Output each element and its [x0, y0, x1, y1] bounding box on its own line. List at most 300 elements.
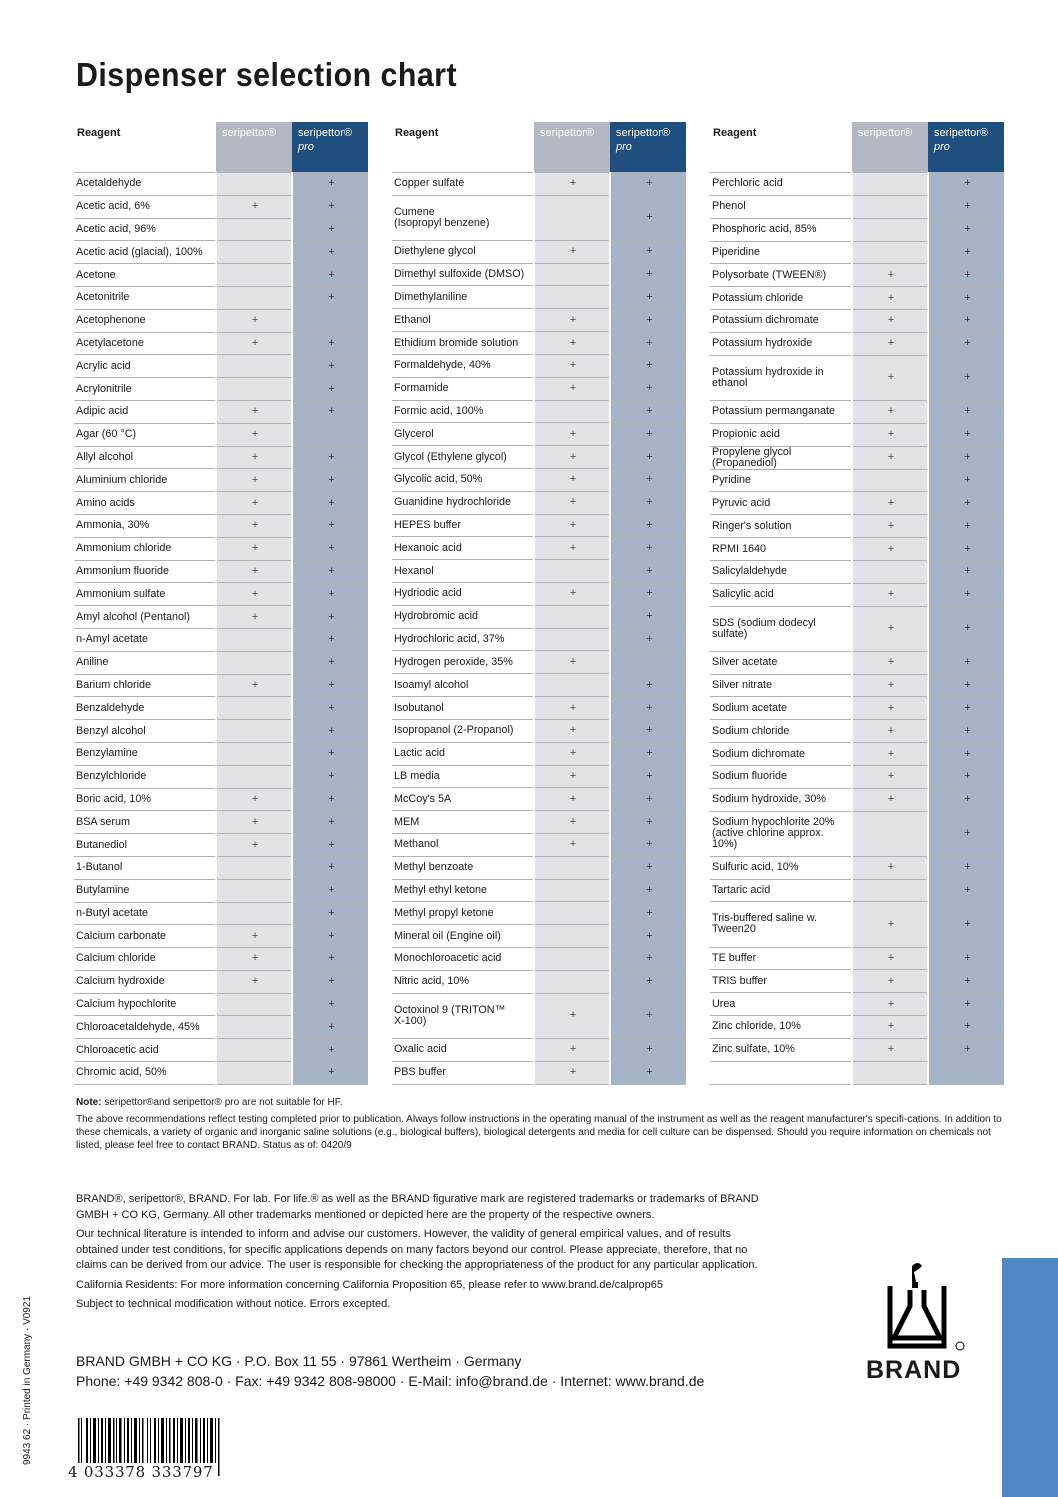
seripettor-mark: [216, 856, 292, 879]
seripettor-pro-mark: +: [928, 195, 1004, 218]
reagent-name: Salicylic acid: [710, 583, 852, 606]
table-row: [392, 879, 686, 902]
reagent-name: Acetic acid, 96%: [74, 218, 216, 241]
reagent-name: Acetonitrile: [74, 286, 216, 309]
table-row: [392, 1038, 686, 1061]
seripettor-pro-mark: +: [928, 560, 1004, 583]
table-row: [710, 765, 1004, 788]
table-row: [74, 697, 368, 720]
table-row: [74, 674, 368, 697]
seripettor-pro-mark: +: [610, 856, 686, 879]
seripettor-mark: +: [216, 606, 292, 629]
seripettor-pro-mark: +: [292, 469, 368, 492]
seripettor-mark: [852, 241, 928, 264]
table-row: [392, 697, 686, 720]
table-row: [74, 788, 368, 811]
reagent-name: Ringer's solution: [710, 515, 852, 538]
seripettor-mark: +: [534, 719, 610, 742]
reagent-name: BSA serum: [74, 811, 216, 834]
reagent-name: Methyl ethyl ketone: [392, 879, 534, 902]
table-row: [74, 446, 368, 469]
seripettor-mark: +: [534, 583, 610, 606]
seripettor-pro-mark: +: [928, 879, 1004, 902]
table-row: [710, 879, 1004, 902]
header-reagent: Reagent: [74, 122, 216, 173]
seripettor-mark: [852, 811, 928, 856]
reagent-name: Acrylic acid: [74, 355, 216, 378]
seripettor-mark: +: [216, 446, 292, 469]
reagent-name: TE buffer: [710, 947, 852, 970]
table-row: [710, 970, 1004, 993]
reagent-name: Salicylaldehyde: [710, 560, 852, 583]
reagent-name: Zinc chloride, 10%: [710, 1016, 852, 1039]
reagent-name: Agar (60 °C): [74, 423, 216, 446]
seripettor-mark: +: [852, 515, 928, 538]
table-row: [74, 1039, 368, 1062]
seripettor-mark: [216, 355, 292, 378]
seripettor-mark: +: [216, 970, 292, 993]
reagent-name: Chromic acid, 50%: [74, 1062, 216, 1085]
reagent-name: Hydrochloric acid, 37%: [392, 628, 534, 651]
seripettor-mark: +: [216, 583, 292, 606]
seripettor-pro-mark: +: [610, 833, 686, 856]
seripettor-mark: +: [852, 287, 928, 310]
header-reagent: Reagent: [710, 122, 852, 173]
table-row: [710, 218, 1004, 241]
table-row: [74, 628, 368, 651]
reagent-name: Phenol: [710, 195, 852, 218]
table-row: [74, 241, 368, 264]
reagent-name: Adipic acid: [74, 400, 216, 423]
reagent-name: Calcium chloride: [74, 948, 216, 971]
reagent-name: Sodium chloride: [710, 720, 852, 743]
seripettor-mark: +: [534, 651, 610, 674]
seripettor-mark: +: [216, 332, 292, 355]
reagent-name: Lactic acid: [392, 742, 534, 765]
seripettor-pro-mark: +: [610, 879, 686, 902]
seripettor-mark: [216, 1016, 292, 1039]
seripettor-pro-mark: +: [928, 993, 1004, 1016]
reagent-name: Acetic acid, 6%: [74, 195, 216, 218]
reagent-name: PBS buffer: [392, 1061, 534, 1084]
header-seripettor-pro: seripettor® pro: [610, 122, 686, 173]
reagent-name: Ammonium chloride: [74, 537, 216, 560]
table-row: [710, 674, 1004, 697]
reagent-name: Calcium carbonate: [74, 925, 216, 948]
table-row: [74, 537, 368, 560]
seripettor-mark: +: [852, 674, 928, 697]
seripettor-mark: [852, 560, 928, 583]
seripettor-pro-mark: +: [928, 400, 1004, 423]
table-row: [74, 606, 368, 629]
seripettor-pro-mark: +: [610, 902, 686, 925]
table-row: [74, 1016, 368, 1039]
reagent-name: Octoxinol 9 (TRITON™ X-100): [392, 993, 534, 1038]
seripettor-pro-mark: +: [928, 902, 1004, 947]
reagent-name: Chloroacetic acid: [74, 1039, 216, 1062]
seripettor-pro-mark: [292, 423, 368, 446]
reagent-name: Sodium acetate: [710, 697, 852, 720]
seripettor-mark: +: [852, 355, 928, 400]
table-row: [710, 195, 1004, 218]
seripettor-pro-mark: +: [610, 491, 686, 514]
seripettor-pro-mark: +: [292, 765, 368, 788]
reagent-name: Glycolic acid, 50%: [392, 468, 534, 491]
seripettor-pro-mark: +: [292, 788, 368, 811]
seripettor-mark: +: [534, 468, 610, 491]
table-row: [710, 560, 1004, 583]
seripettor-pro-mark: +: [610, 628, 686, 651]
seripettor-mark: +: [534, 240, 610, 263]
table-row: [74, 400, 368, 423]
seripettor-pro-mark: +: [292, 195, 368, 218]
table-row: [710, 332, 1004, 355]
reagent-name: Hydrogen peroxide, 35%: [392, 651, 534, 674]
table-row: [710, 400, 1004, 423]
seripettor-mark: [216, 651, 292, 674]
table-row: [710, 538, 1004, 561]
seripettor-mark: [216, 1039, 292, 1062]
seripettor-mark: +: [852, 1016, 928, 1039]
seripettor-pro-mark: +: [292, 1062, 368, 1085]
seripettor-mark: [852, 879, 928, 902]
table-row: [74, 423, 368, 446]
reagent-name: Ammonia, 30%: [74, 514, 216, 537]
seripettor-mark: +: [534, 446, 610, 469]
seripettor-pro-mark: +: [928, 606, 1004, 651]
seripettor-mark: +: [852, 1038, 928, 1061]
reagent-name: Ammonium fluoride: [74, 560, 216, 583]
seripettor-pro-mark: +: [928, 583, 1004, 606]
reagent-name: Calcium hydroxide: [74, 970, 216, 993]
table-row: [74, 879, 368, 902]
seripettor-pro-mark: +: [928, 538, 1004, 561]
seripettor-pro-mark: +: [928, 970, 1004, 993]
seripettor-mark: +: [852, 947, 928, 970]
notes: [76, 1096, 1006, 1156]
reagent-name: Benzylchloride: [74, 765, 216, 788]
reagent-name: Chloroacetaldehyde, 45%: [74, 1016, 216, 1039]
seripettor-mark: [216, 241, 292, 264]
table-row: [392, 491, 686, 514]
seripettor-mark: +: [534, 173, 610, 196]
seripettor-pro-mark: +: [610, 583, 686, 606]
seripettor-mark: [216, 173, 292, 196]
seripettor-mark: [216, 993, 292, 1016]
reagent-name: Propionic acid: [710, 423, 852, 446]
seripettor-pro-mark: +: [928, 355, 1004, 400]
seripettor-pro-mark: +: [610, 560, 686, 583]
seripettor-pro-mark: +: [928, 218, 1004, 241]
seripettor-mark: [534, 902, 610, 925]
seripettor-mark: +: [216, 309, 292, 332]
seripettor-mark: +: [534, 1061, 610, 1084]
reagent-name: Diethylene glycol: [392, 240, 534, 263]
table-row: [392, 468, 686, 491]
seripettor-pro-mark: +: [928, 310, 1004, 333]
seripettor-pro-mark: +: [610, 970, 686, 993]
seripettor-pro-mark: +: [610, 263, 686, 286]
seripettor-pro-mark: +: [610, 332, 686, 355]
reagent-name: Hydriodic acid: [392, 583, 534, 606]
table-row: [710, 355, 1004, 400]
seripettor-pro-mark: +: [292, 651, 368, 674]
legal-text: [76, 1192, 776, 1317]
table-row: [710, 264, 1004, 287]
seripettor-mark: +: [852, 720, 928, 743]
table-row: [392, 765, 686, 788]
reagent-name: Potassium chloride: [710, 287, 852, 310]
seripettor-mark: +: [852, 583, 928, 606]
seripettor-mark: +: [534, 423, 610, 446]
seripettor-mark: +: [216, 788, 292, 811]
seripettor-mark: [534, 948, 610, 971]
seripettor-pro-mark: +: [292, 879, 368, 902]
seripettor-pro-mark: +: [928, 743, 1004, 766]
seripettor-pro-mark: +: [610, 765, 686, 788]
seripettor-mark: [534, 560, 610, 583]
seripettor-mark: +: [534, 309, 610, 332]
seripettor-pro-mark: +: [610, 400, 686, 423]
reagent-name: Hydrobromic acid: [392, 605, 534, 628]
table-row: [392, 400, 686, 423]
seripettor-mark: [216, 628, 292, 651]
seripettor-mark: +: [852, 765, 928, 788]
barcode-number: 4 033378 333797: [68, 1463, 214, 1481]
seripettor-pro-mark: +: [928, 492, 1004, 515]
seripettor-mark: +: [534, 811, 610, 834]
seripettor-mark: [534, 195, 610, 240]
seripettor-pro-mark: +: [928, 947, 1004, 970]
seripettor-mark: +: [534, 377, 610, 400]
seripettor-pro-mark: +: [292, 241, 368, 264]
seripettor-mark: [216, 218, 292, 241]
seripettor-mark: [216, 264, 292, 287]
seripettor-mark: [534, 286, 610, 309]
reagent-name: Sodium dichromate: [710, 743, 852, 766]
seripettor-mark: +: [216, 423, 292, 446]
seripettor-mark: +: [216, 492, 292, 515]
table-row: [392, 856, 686, 879]
reagent-name: Glycol (Ethylene glycol): [392, 446, 534, 469]
table-row: [710, 173, 1004, 196]
seripettor-pro-mark: +: [610, 1061, 686, 1084]
reagent-name: Silver acetate: [710, 651, 852, 674]
seripettor-mark: +: [216, 834, 292, 857]
seripettor-mark: [216, 765, 292, 788]
seripettor-pro-mark: +: [292, 902, 368, 925]
table-row: [74, 834, 368, 857]
seripettor-mark: [534, 263, 610, 286]
table-row: [392, 195, 686, 240]
seripettor-pro-mark: +: [610, 377, 686, 400]
seripettor-pro-mark: +: [292, 173, 368, 196]
reagent-name: Formamide: [392, 377, 534, 400]
seripettor-pro-mark: +: [292, 720, 368, 743]
seripettor-mark: +: [852, 538, 928, 561]
seripettor-pro-mark: +: [610, 697, 686, 720]
seripettor-mark: +: [534, 697, 610, 720]
table-row: [74, 492, 368, 515]
table-row: [710, 446, 1004, 469]
seripettor-pro-mark: +: [610, 788, 686, 811]
seripettor-pro-mark: +: [292, 811, 368, 834]
header-seripettor: seripettor®: [852, 122, 928, 173]
seripettor-pro-mark: +: [292, 925, 368, 948]
chart-table-1: [74, 122, 368, 1085]
table-row: [710, 1038, 1004, 1061]
reagent-name: Formic acid, 100%: [392, 400, 534, 423]
seripettor-mark: [216, 720, 292, 743]
seripettor-mark: +: [852, 856, 928, 879]
table-row: [392, 948, 686, 971]
table-row: [710, 902, 1004, 947]
reagent-name: Perchloric acid: [710, 173, 852, 196]
seripettor-pro-mark: +: [928, 469, 1004, 492]
reagent-name: Hexanoic acid: [392, 537, 534, 560]
reagent-name: Acetophenone: [74, 309, 216, 332]
seripettor-mark: +: [534, 537, 610, 560]
table-row: [74, 970, 368, 993]
seripettor-mark: [216, 697, 292, 720]
seripettor-mark: +: [534, 765, 610, 788]
seripettor-pro-mark: +: [610, 674, 686, 697]
seripettor-mark: +: [852, 902, 928, 947]
reagent-name: Acetaldehyde: [74, 173, 216, 196]
chart-tables: [74, 122, 1004, 1085]
reagent-name: Benzyl alcohol: [74, 720, 216, 743]
reagent-name: Methanol: [392, 833, 534, 856]
reagent-name: Phosphoric acid, 85%: [710, 218, 852, 241]
seripettor-pro-mark: +: [292, 264, 368, 287]
table-row: [392, 788, 686, 811]
table-row: [710, 606, 1004, 651]
reagent-name: Zinc sulfate, 10%: [710, 1038, 852, 1061]
table-row: [392, 811, 686, 834]
modification-text: Subject to technical modification without notice. Errors excepted.: [76, 1298, 391, 1310]
seripettor-mark: [534, 605, 610, 628]
seripettor-mark: +: [534, 354, 610, 377]
reagent-name: Tris-buffered saline w. Tween20: [710, 902, 852, 947]
reagent-name: Sodium hydroxide, 30%: [710, 788, 852, 811]
seripettor-pro-mark: +: [928, 1038, 1004, 1061]
seripettor-mark: +: [216, 674, 292, 697]
seripettor-pro-mark: +: [928, 765, 1004, 788]
seripettor-pro-mark: +: [292, 1016, 368, 1039]
reagent-name: Barium chloride: [74, 674, 216, 697]
table-row: [392, 354, 686, 377]
table-row: [74, 309, 368, 332]
seripettor-pro-mark: +: [610, 605, 686, 628]
seripettor-pro-mark: +: [292, 697, 368, 720]
seripettor-mark: +: [852, 332, 928, 355]
seripettor-pro-mark: +: [292, 970, 368, 993]
reagent-name: Amyl alcohol (Pentanol): [74, 606, 216, 629]
reagent-name: HEPES buffer: [392, 514, 534, 537]
seripettor-pro-mark: +: [928, 856, 1004, 879]
seripettor-mark: +: [852, 993, 928, 1016]
table-row: [710, 1016, 1004, 1039]
table-row: [710, 947, 1004, 970]
reagent-name: [710, 1061, 852, 1084]
seripettor-pro-mark: +: [292, 674, 368, 697]
seripettor-mark: [216, 902, 292, 925]
seripettor-pro-mark: +: [292, 286, 368, 309]
seripettor-pro-mark: +: [292, 583, 368, 606]
seripettor-pro-mark: [610, 651, 686, 674]
table-row: [392, 537, 686, 560]
seripettor-pro-mark: +: [610, 925, 686, 948]
reagent-name: Monochloroacetic acid: [392, 948, 534, 971]
table-row: [74, 332, 368, 355]
table-row: [710, 993, 1004, 1016]
seripettor-pro-mark: +: [928, 720, 1004, 743]
seripettor-pro-mark: +: [292, 948, 368, 971]
reagent-name: Ammonium sulfate: [74, 583, 216, 606]
reagent-name: Butylamine: [74, 879, 216, 902]
seripettor-pro-mark: +: [610, 993, 686, 1038]
seripettor-mark: +: [852, 606, 928, 651]
reagent-name: Piperidine: [710, 241, 852, 264]
seripettor-pro-mark: +: [610, 948, 686, 971]
seripettor-pro-mark: +: [928, 811, 1004, 856]
seripettor-pro-mark: +: [928, 1016, 1004, 1039]
seripettor-pro-mark: +: [928, 788, 1004, 811]
reagent-name: Glycerol: [392, 423, 534, 446]
seripettor-pro-mark: +: [610, 173, 686, 196]
table-row: [392, 833, 686, 856]
seripettor-pro-mark: +: [610, 1038, 686, 1061]
table-row: [74, 651, 368, 674]
reagent-name: Amino acids: [74, 492, 216, 515]
seripettor-mark: [534, 925, 610, 948]
reagent-name: 1-Butanol: [74, 856, 216, 879]
table-row: [74, 286, 368, 309]
table-row: [710, 469, 1004, 492]
reagent-name: Acrylonitrile: [74, 378, 216, 401]
reagent-name: n-Amyl acetate: [74, 628, 216, 651]
header-seripettor: seripettor®: [216, 122, 292, 173]
seripettor-mark: [216, 378, 292, 401]
seripettor-mark: +: [534, 514, 610, 537]
seripettor-pro-mark: +: [292, 355, 368, 378]
seripettor-mark: [534, 400, 610, 423]
seripettor-mark: [852, 218, 928, 241]
table-row: [74, 765, 368, 788]
reagent-name: Potassium hydroxide in ethanol: [710, 355, 852, 400]
seripettor-mark: +: [852, 423, 928, 446]
table-row: [710, 515, 1004, 538]
reagent-name: Acetylacetone: [74, 332, 216, 355]
seripettor-pro-mark: +: [928, 423, 1004, 446]
seripettor-pro-mark: [292, 309, 368, 332]
seripettor-pro-mark: +: [292, 560, 368, 583]
advice-text: Our technical literature is intended to inform and advise our customers. However, the validity of general empirical values, and of results obtained under test conditions, for specific applications depends on many factors beyond our control. Please appreciate, therefore, that no claims can be derived from our advice. The user is responsible for checking the appropriateness of the product for any particular application.: [76, 1228, 758, 1271]
reagent-name: Isobutanol: [392, 697, 534, 720]
seripettor-pro-mark: +: [928, 674, 1004, 697]
company-address: [76, 1351, 796, 1391]
seripettor-mark: +: [852, 697, 928, 720]
seripettor-mark: +: [534, 833, 610, 856]
table-row: [710, 583, 1004, 606]
table-row: [74, 560, 368, 583]
table-row: [74, 925, 368, 948]
table-row: [74, 264, 368, 287]
reagent-name: n-Butyl acetate: [74, 902, 216, 925]
seripettor-pro-mark: +: [610, 195, 686, 240]
table-row: [710, 856, 1004, 879]
reagent-name: Guanidine hydrochloride: [392, 491, 534, 514]
